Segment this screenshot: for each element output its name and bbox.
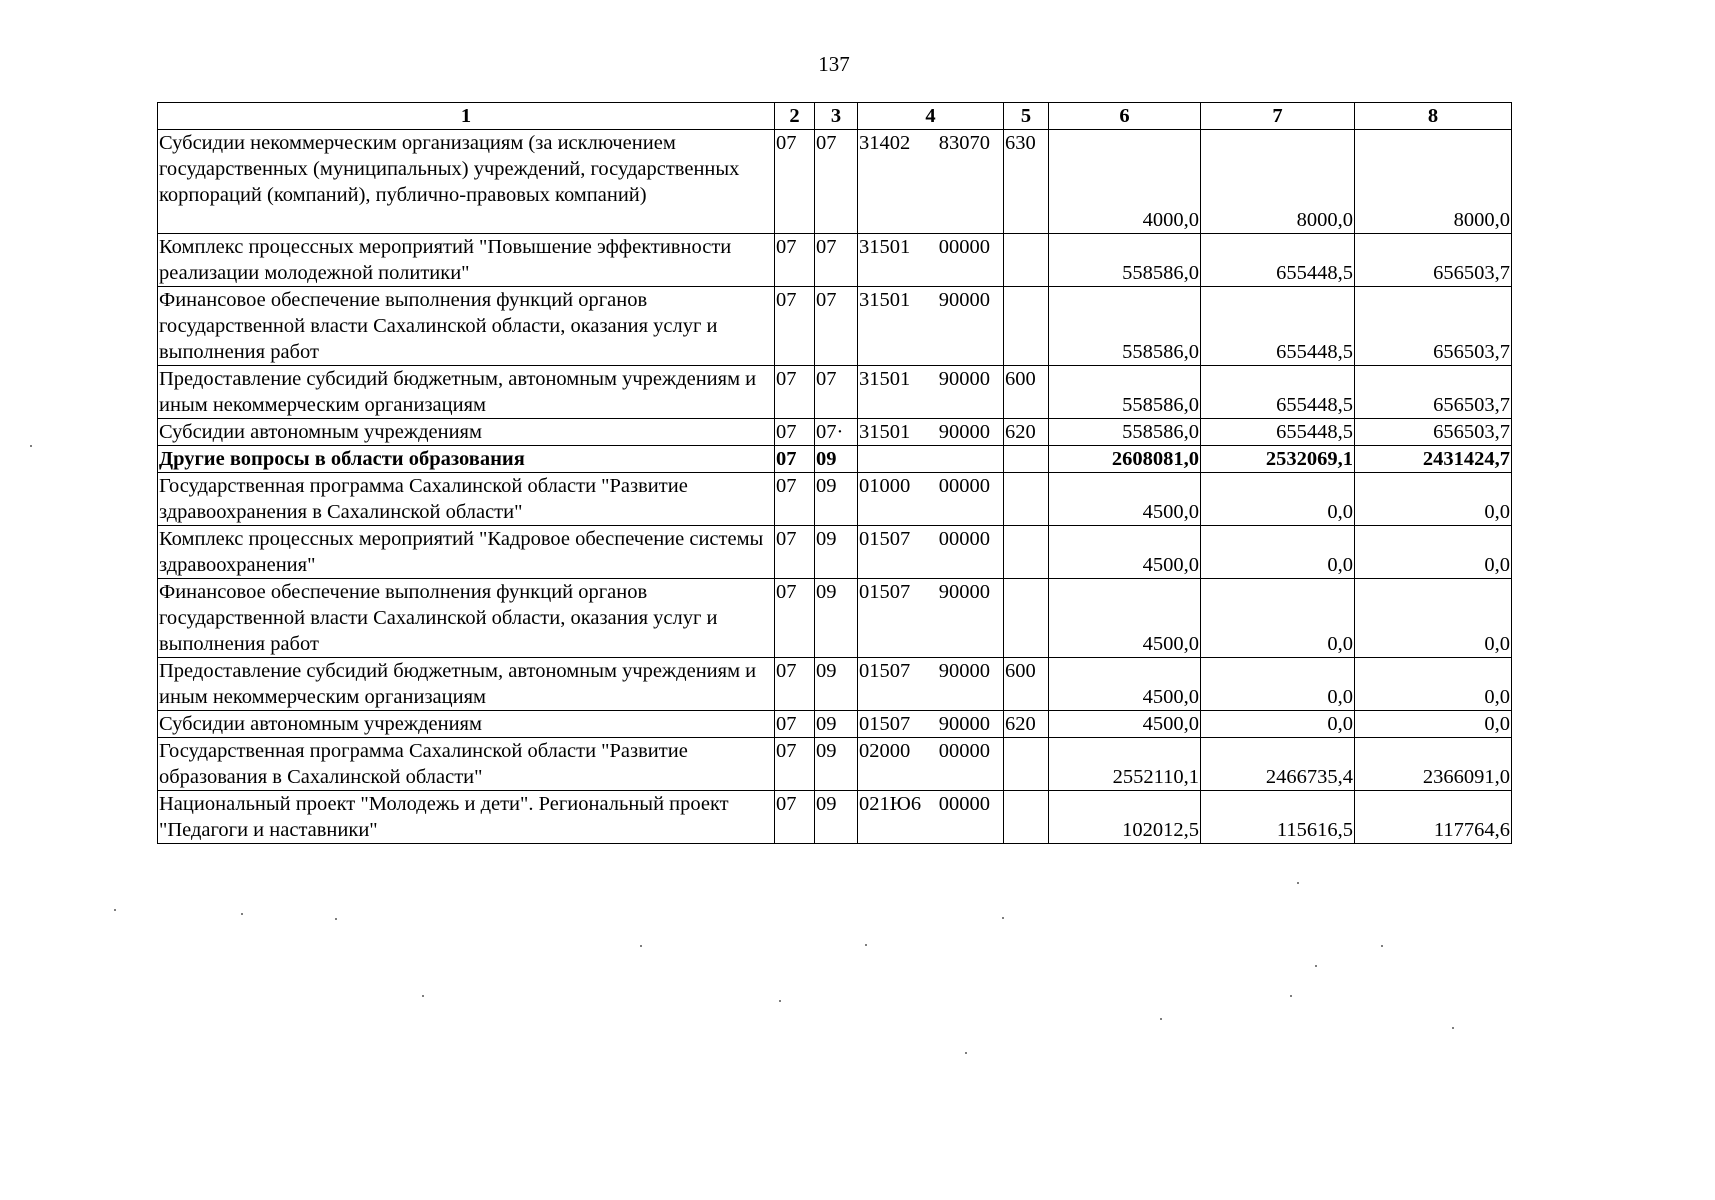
amount-col-7: 655448,5: [1201, 287, 1355, 366]
program-code: 01000: [859, 475, 911, 497]
expense-type-code: [1004, 791, 1049, 844]
amount-col-8: 656503,7: [1355, 234, 1512, 287]
target-article-code: [858, 738, 1004, 791]
direction-code: 00000: [938, 740, 990, 762]
table-row: [158, 579, 1512, 658]
table-row: [158, 473, 1512, 526]
header-cell: 1: [158, 103, 775, 130]
subsection-code: 07: [815, 234, 858, 287]
header-cell: 4: [858, 103, 1004, 130]
target-article-code: [858, 579, 1004, 658]
amount-col-7: 0,0: [1201, 711, 1355, 738]
row-name: Финансовое обеспечение выполнения функций органов государственной власти Сахалинской области, оказания услуг и выполнения работ: [158, 579, 775, 658]
direction-code: 90000: [938, 289, 990, 311]
header-cell: 8: [1355, 103, 1512, 130]
amount-col-7: 0,0: [1201, 526, 1355, 579]
header-cell: 7: [1201, 103, 1355, 130]
row-name: Комплекс процессных мероприятий "Повышение эффективности реализации молодежной политики": [158, 234, 775, 287]
table-row: [158, 791, 1512, 844]
expense-type-code: 630: [1004, 130, 1049, 234]
subsection-code: 09: [815, 738, 858, 791]
section-code: 07: [775, 658, 815, 711]
scan-speck: [114, 909, 116, 911]
target-article-code: [858, 130, 1004, 234]
amount-col-8: 0,0: [1355, 526, 1512, 579]
budget-table: [157, 102, 1512, 844]
table-row: [158, 738, 1512, 791]
program-code: 31501: [859, 236, 911, 258]
amount-col-6: 558586,0: [1049, 287, 1201, 366]
section-code: 07: [775, 526, 815, 579]
scan-speck: [1002, 917, 1004, 919]
program-code: 021Ю6: [859, 793, 922, 815]
row-name: Финансовое обеспечение выполнения функций органов государственной власти Сахалинской области, оказания услуг и выполнения работ: [158, 287, 775, 366]
expense-type-code: 620: [1004, 711, 1049, 738]
amount-col-8: 2366091,0: [1355, 738, 1512, 791]
header-cell: 6: [1049, 103, 1201, 130]
scan-speck: [30, 445, 32, 447]
direction-code: 90000: [938, 368, 990, 390]
direction-code: 83070: [938, 132, 990, 154]
amount-col-6: 558586,0: [1049, 419, 1201, 446]
scan-speck: [241, 913, 243, 915]
row-name: Комплекс процессных мероприятий "Кадровое обеспечение системы здравоохранения": [158, 526, 775, 579]
direction-code: 90000: [938, 421, 990, 443]
header-cell: 2: [775, 103, 815, 130]
section-code: 07: [775, 366, 815, 419]
scan-speck: [1381, 945, 1383, 947]
amount-col-8: 656503,7: [1355, 419, 1512, 446]
scan-speck: [1452, 1027, 1454, 1029]
expense-type-code: [1004, 287, 1049, 366]
scan-speck: [1160, 1018, 1162, 1020]
header-row: [158, 103, 1512, 130]
row-name: Государственная программа Сахалинской области "Развитие образования в Сахалинской области": [158, 738, 775, 791]
direction-code: 90000: [938, 713, 990, 735]
direction-code: 00000: [938, 528, 990, 550]
subsection-code: 09: [815, 711, 858, 738]
subsection-code: 07: [815, 130, 858, 234]
amount-col-7: 0,0: [1201, 579, 1355, 658]
expense-type-code: [1004, 446, 1049, 473]
expense-type-code: [1004, 473, 1049, 526]
direction-code: 00000: [938, 793, 990, 815]
target-article-code: [858, 234, 1004, 287]
amount-col-7: 115616,5: [1201, 791, 1355, 844]
section-code: 07: [775, 130, 815, 234]
program-code: 01507: [859, 528, 911, 550]
target-article-code: [858, 366, 1004, 419]
amount-col-7: 0,0: [1201, 473, 1355, 526]
amount-col-8: 0,0: [1355, 579, 1512, 658]
program-code: 31501: [859, 421, 911, 443]
scan-speck: [1315, 965, 1317, 967]
amount-col-6: 4500,0: [1049, 473, 1201, 526]
amount-col-8: 656503,7: [1355, 366, 1512, 419]
program-code: 02000: [859, 740, 911, 762]
target-article-code: [858, 711, 1004, 738]
amount-col-6: 2552110,1: [1049, 738, 1201, 791]
table-row: [158, 287, 1512, 366]
amount-col-6: 2608081,0: [1049, 446, 1201, 473]
scan-speck: [779, 1000, 781, 1002]
subsection-code: 07: [815, 366, 858, 419]
amount-col-6: 558586,0: [1049, 234, 1201, 287]
section-code: 07: [775, 287, 815, 366]
table-row: [158, 658, 1512, 711]
amount-col-8: 0,0: [1355, 473, 1512, 526]
direction-code: 00000: [938, 236, 990, 258]
subsection-code: 09: [815, 526, 858, 579]
subsection-code: 09: [815, 791, 858, 844]
target-article-code: [858, 658, 1004, 711]
amount-col-7: 2532069,1: [1201, 446, 1355, 473]
section-code: 07: [775, 473, 815, 526]
amount-col-6: 4000,0: [1049, 130, 1201, 234]
amount-col-6: 558586,0: [1049, 366, 1201, 419]
program-code: 01507: [859, 581, 911, 603]
amount-col-6: 4500,0: [1049, 579, 1201, 658]
direction-code: 00000: [938, 475, 990, 497]
direction-code: 90000: [938, 581, 990, 603]
scan-speck: [640, 945, 642, 947]
table-row: [158, 366, 1512, 419]
target-article-code: [858, 526, 1004, 579]
table-row: [158, 711, 1512, 738]
amount-col-7: 8000,0: [1201, 130, 1355, 234]
amount-col-8: 0,0: [1355, 658, 1512, 711]
target-article-code: [858, 791, 1004, 844]
program-code: 31501: [859, 368, 911, 390]
scan-speck: [965, 1052, 967, 1054]
scan-speck: [1297, 882, 1299, 884]
amount-col-7: 655448,5: [1201, 234, 1355, 287]
amount-col-8: 117764,6: [1355, 791, 1512, 844]
table-row: [158, 526, 1512, 579]
section-code: 07: [775, 419, 815, 446]
amount-col-7: 655448,5: [1201, 366, 1355, 419]
amount-col-6: 4500,0: [1049, 526, 1201, 579]
program-code: 01507: [859, 713, 911, 735]
section-code: 07: [775, 234, 815, 287]
table-row: [158, 446, 1512, 473]
subsection-code: 07: [815, 287, 858, 366]
expense-type-code: 620: [1004, 419, 1049, 446]
amount-col-6: 102012,5: [1049, 791, 1201, 844]
amount-col-7: 2466735,4: [1201, 738, 1355, 791]
amount-col-6: 4500,0: [1049, 711, 1201, 738]
row-name: Национальный проект "Молодежь и дети". Региональный проект "Педагоги и наставники": [158, 791, 775, 844]
expense-type-code: 600: [1004, 658, 1049, 711]
row-name: Субсидии автономным учреждениям: [158, 419, 775, 446]
section-code: 07: [775, 711, 815, 738]
row-name: Субсидии некоммерческим организациям (за исключением государственных (муниципальных) учреждений, государственных корпораций (компаний), публично-правовых компаний): [158, 130, 775, 234]
section-code: 07: [775, 446, 815, 473]
amount-col-6: 4500,0: [1049, 658, 1201, 711]
row-name: Другие вопросы в области образования: [158, 446, 775, 473]
amount-col-7: 655448,5: [1201, 419, 1355, 446]
target-article-code: [858, 419, 1004, 446]
scan-speck: [335, 918, 337, 920]
program-code: 31402: [859, 132, 911, 154]
subsection-code: 09: [815, 446, 858, 473]
expense-type-code: [1004, 234, 1049, 287]
subsection-code: 07·: [815, 419, 858, 446]
header-cell: 3: [815, 103, 858, 130]
page-number: 137: [818, 52, 850, 76]
target-article-code: [858, 473, 1004, 526]
subsection-code: 09: [815, 579, 858, 658]
target-article-code: [858, 287, 1004, 366]
section-code: 07: [775, 579, 815, 658]
subsection-code: 09: [815, 473, 858, 526]
target-article-code: [858, 446, 1004, 473]
scan-speck: [865, 944, 867, 946]
row-name: Предоставление субсидий бюджетным, автономным учреждениям и иным некоммерческим организациям: [158, 366, 775, 419]
program-code: 31501: [859, 289, 911, 311]
section-code: 07: [775, 791, 815, 844]
expense-type-code: 600: [1004, 366, 1049, 419]
table-row: [158, 130, 1512, 234]
amount-col-8: 0,0: [1355, 711, 1512, 738]
expense-type-code: [1004, 526, 1049, 579]
scan-speck: [422, 995, 424, 997]
program-code: 01507: [859, 660, 911, 682]
amount-col-8: 8000,0: [1355, 130, 1512, 234]
table-row: [158, 234, 1512, 287]
row-name: Предоставление субсидий бюджетным, автономным учреждениям и иным некоммерческим организациям: [158, 658, 775, 711]
expense-type-code: [1004, 738, 1049, 791]
amount-col-8: 656503,7: [1355, 287, 1512, 366]
section-code: 07: [775, 738, 815, 791]
subsection-code: 09: [815, 658, 858, 711]
expense-type-code: [1004, 579, 1049, 658]
row-name: Государственная программа Сахалинской области "Развитие здравоохранения в Сахалинской области": [158, 473, 775, 526]
amount-col-8: 2431424,7: [1355, 446, 1512, 473]
row-name: Субсидии автономным учреждениям: [158, 711, 775, 738]
header-cell: 5: [1004, 103, 1049, 130]
amount-col-7: 0,0: [1201, 658, 1355, 711]
table-row: [158, 419, 1512, 446]
scan-speck: [1290, 995, 1292, 997]
direction-code: 90000: [938, 660, 990, 682]
